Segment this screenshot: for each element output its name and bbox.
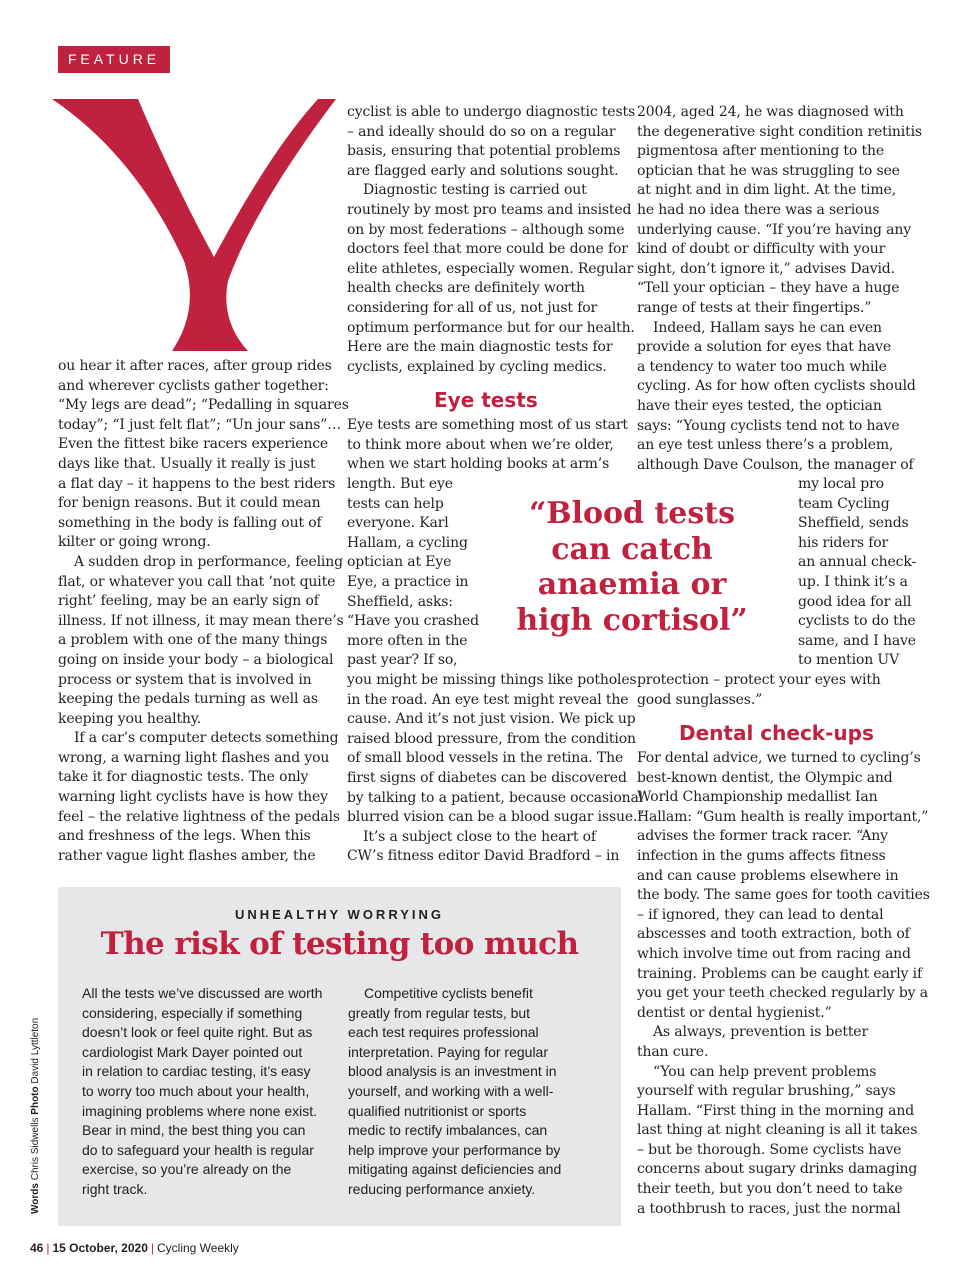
text-line: blurred vision can be a blood sugar issue.” — [347, 809, 645, 826]
text-line: For dental advice, we turned to cycling’s — [637, 750, 921, 766]
box-left-column — [82, 984, 322, 1200]
drop-cap-y — [52, 95, 336, 353]
text-line: to mention UV — [798, 652, 900, 669]
text-line: All the tests we’ve discussed are worth — [82, 985, 323, 1001]
text-line: ou hear it after races, after group rides — [58, 358, 332, 374]
text-line: says: “Young cyclists tend not to have — [637, 417, 900, 434]
text-line: greatly from regular tests, but — [348, 1004, 531, 1021]
text-line: up. I think it’s a — [798, 573, 908, 590]
text-line: Hallam. “First thing in the morning and — [637, 1102, 915, 1119]
footer-separator: | — [150, 1241, 154, 1255]
dental-text — [637, 749, 930, 1219]
text-line: you get your teeth checked regularly by a — [637, 985, 928, 1002]
text-line: raised blood pressure, from the condition — [347, 730, 636, 747]
text-line: considering, especially if something — [82, 1004, 303, 1021]
text-line: “Tell your optician – they have a huge — [637, 280, 900, 297]
text-line: training. Problems can be caught early if — [637, 965, 922, 982]
text-line: than cure. — [637, 1043, 709, 1060]
text-line: cardiologist Mark Dayer pointed out — [82, 1043, 303, 1060]
text-line: help improve your performance by — [348, 1141, 561, 1158]
text-line: warning light cyclists have is how they — [58, 789, 328, 806]
text-line: right’ feeling, may be an early sign of — [58, 593, 319, 610]
text-line: doesn’t look or feel quite right. But as — [82, 1024, 313, 1041]
text-line: 2004, aged 24, he was diagnosed with — [637, 104, 904, 120]
text-line: exercise, so you’re already on the — [82, 1161, 292, 1178]
sidebar-box — [58, 887, 621, 1226]
box-kicker: UNHEALTHY WORRYING — [234, 907, 445, 922]
text-line: Even the fittest bike racers experience — [58, 436, 329, 453]
text-line: everyone. Karl — [347, 515, 449, 532]
text-line: sight, don’t ignore it,” advises David. — [637, 260, 895, 277]
column-1-text — [58, 357, 349, 866]
text-line: a flat day – it happens to the best riders — [58, 475, 336, 492]
text-line: elite athletes, especially women. Regular — [347, 260, 634, 277]
text-line: optician at Eye — [347, 554, 452, 571]
text-line: doctors feel that more could be done for — [347, 241, 628, 258]
dental-heading: Dental check-ups — [679, 721, 874, 745]
text-line: although Dave Coulson, the manager of — [637, 456, 914, 473]
text-line: As always, prevention is better — [653, 1024, 868, 1041]
text-line: and wherever cyclists gather together: — [58, 377, 329, 394]
text-line: their teeth, but you don’t need to take — [637, 1181, 903, 1198]
text-line: last thing at night cleaning is all it takes — [637, 1122, 918, 1139]
pull-quote-line: anaemia or — [537, 567, 727, 602]
text-line: “My legs are dead”; “Pedalling in squares — [58, 397, 349, 414]
credit-words-name: Chris Sidwells — [30, 1117, 41, 1181]
text-line: reducing performance anxiety. — [348, 1180, 536, 1197]
column-3-narrow-text — [798, 475, 916, 671]
column-3-sunglasses-text — [637, 671, 881, 710]
text-line: keeping you healthy. — [58, 710, 201, 727]
text-line: keeping the pedals turning as well as — [58, 691, 318, 708]
magazine-name: Cycling Weekly — [157, 1241, 239, 1255]
text-line: each test requires professional — [348, 1024, 539, 1041]
pull-quote-line: “Blood tests — [528, 496, 736, 531]
photo-credit — [30, 1018, 41, 1214]
text-line: qualified nutritionist or sports — [348, 1102, 527, 1119]
text-line: you might be missing things like potholes — [347, 672, 637, 688]
text-line: tests can help — [347, 495, 444, 512]
issue-date: 15 October, 2020 — [52, 1241, 148, 1255]
text-line: in relation to cardiac testing, it’s easy — [82, 1063, 311, 1080]
text-line: Diagnostic testing is carried out — [363, 182, 587, 199]
text-line: good sunglasses.” — [637, 691, 763, 708]
text-line: have their eyes tested, the optician — [637, 397, 882, 414]
text-line: which involve time out from racing and — [637, 945, 911, 962]
text-line: a problem with one of the many things — [58, 632, 328, 649]
text-line: “You can help prevent problems — [653, 1063, 877, 1080]
credit-photo-name: David Lyttleton — [30, 1017, 41, 1084]
text-line: the body. The same goes for tooth cavities — [637, 887, 930, 904]
pull-quote — [514, 496, 750, 638]
text-line: mitigating against deficiencies and — [348, 1161, 562, 1178]
text-line: right track. — [82, 1180, 148, 1197]
eye-tests-text — [347, 416, 628, 475]
text-line: cyclists, explained by cycling medics. — [347, 358, 607, 375]
text-line: good idea for all — [798, 593, 912, 610]
text-line: best-known dentist, the Olympic and — [637, 769, 893, 786]
text-line: illness. If not illness, it may mean there’s — [58, 612, 344, 629]
text-line: abscesses and tooth extraction, both of — [637, 926, 910, 943]
text-line: range of tests at their fingertips.” — [637, 299, 872, 316]
text-line: at night and in dim light. At the time, — [637, 182, 896, 199]
text-line: If a car’s computer detects something — [74, 730, 339, 747]
eye-tests-continued-text — [347, 671, 644, 867]
text-line: yourself with regular brushing,” says — [637, 1083, 896, 1100]
text-line: same, and I have — [798, 632, 916, 649]
text-line: provide a solution for eyes that have — [637, 339, 892, 356]
text-line: to worry too much about your health, — [82, 1082, 310, 1099]
text-line: my local pro — [798, 476, 884, 492]
text-line: interpretation. Paying for regular — [348, 1043, 548, 1060]
text-line: and freshness of the legs. When this — [58, 828, 311, 845]
text-line: optician that he was struggling to see — [637, 162, 900, 179]
text-line: cycling. As for how often cyclists should — [637, 378, 916, 395]
text-line: cyclist is able to undergo diagnostic tests — [347, 104, 635, 120]
text-line: take it for diagnostic tests. The only — [58, 769, 309, 786]
text-line: his riders for — [798, 534, 889, 551]
text-line: flat, or whatever you call that ‘not quite — [58, 573, 336, 590]
text-line: pigmentosa after mentioning to the — [637, 143, 884, 160]
pull-quote-line: high cortisol” — [516, 602, 748, 638]
text-line: imagining problems where none exist. — [82, 1102, 318, 1119]
text-line: on by most federations – although some — [347, 221, 625, 238]
text-line: the degenerative sight condition retinitis — [637, 123, 922, 140]
text-line: optimum performance but for our health. — [347, 319, 635, 336]
text-line: Sheffield, asks: — [347, 593, 453, 610]
text-line: length. But eye — [347, 476, 453, 492]
text-line: something in the body is falling out of — [58, 514, 322, 531]
text-line: It’s a subject close to the heart of — [363, 828, 596, 845]
text-line: – but be thorough. Some cyclists have — [637, 1141, 902, 1158]
eye-tests-narrow-text — [347, 475, 479, 671]
text-line: going on inside your body – a biological — [58, 651, 334, 668]
text-line: team Cycling — [798, 495, 890, 512]
text-line: and can cause problems elsewhere in — [637, 867, 899, 884]
text-line: past year? If so, — [347, 652, 458, 669]
text-line: dentist or dental hygienist.” — [637, 1004, 832, 1021]
pull-quote-line: can catch — [551, 531, 713, 567]
column-3-text — [637, 103, 922, 475]
text-line: are flagged early and solutions sought. — [347, 162, 619, 179]
text-line: more often in the — [347, 632, 468, 649]
text-line: yourself, and working with a well- — [348, 1082, 554, 1099]
text-line: considering for all of us, not just for — [347, 299, 598, 316]
text-line: Hallam: “Gum health is really important,” — [637, 808, 929, 825]
eye-tests-heading: Eye tests — [434, 388, 538, 412]
text-line: “Have you crashed — [347, 613, 479, 630]
page-number: 46 — [30, 1241, 44, 1255]
text-line: Sheffield, sends — [798, 515, 909, 532]
text-line: an eye test unless there’s a problem, — [637, 437, 894, 454]
text-line: – and ideally should do so on a regular — [347, 123, 616, 140]
text-line: cause. And it’s not just vision. We pick up — [347, 711, 636, 728]
text-line: a tendency to water too much while — [637, 358, 887, 375]
text-line: Competitive cyclists benefit — [364, 985, 533, 1001]
text-line: World Championship medallist Ian — [637, 789, 878, 806]
text-line: advises the former track racer. “Any — [637, 828, 888, 845]
text-line: protection – protect your eyes with — [637, 672, 881, 688]
text-line: rather vague light flashes amber, the — [58, 847, 316, 864]
box-right-column — [348, 984, 561, 1200]
box-title: The risk of testing too much — [100, 926, 579, 962]
text-line: Indeed, Hallam says he can even — [653, 319, 882, 336]
text-line: first signs of diabetes can be discovered — [347, 769, 627, 786]
text-line: an annual check- — [798, 554, 917, 571]
footer-separator: | — [46, 1241, 50, 1255]
text-line: cyclists to do the — [798, 613, 916, 630]
text-line: blood analysis is an investment in — [348, 1063, 557, 1080]
text-line: by talking to a patient, because occasional — [347, 789, 644, 806]
section-tag: FEATURE — [58, 46, 170, 73]
text-line: health checks are definitely worth — [347, 280, 585, 297]
text-line: basis, ensuring that potential problems — [347, 143, 621, 160]
text-line: wrong, a warning light flashes and you — [58, 749, 330, 766]
text-line: CW’s fitness editor David Bradford – in — [347, 848, 620, 865]
credit-photo-label: Photo — [30, 1086, 41, 1115]
text-line: a toothbrush to races, just the normal — [637, 1200, 901, 1217]
text-line: routinely by most pro teams and insisted — [347, 201, 632, 218]
text-line: – if ignored, they can lead to dental — [637, 906, 884, 923]
text-line: when we start holding books at arm’s — [347, 456, 610, 473]
text-line: of small blood vessels in the retina. The — [347, 750, 624, 767]
text-line: A sudden drop in performance, feeling — [74, 553, 343, 570]
text-line: Bear in mind, the best thing you can — [82, 1122, 306, 1139]
text-line: today”; “I just felt flat”; “Un jour sans”… — [58, 416, 342, 433]
text-line: infection in the gums affects fitness — [637, 847, 886, 864]
text-line: he had no idea there was a serious — [637, 201, 880, 218]
text-line: feel – the relative lightness of the pedals — [58, 808, 340, 825]
text-line: medic to rectify imbalances, can — [348, 1122, 548, 1139]
text-line: for benign reasons. But it could mean — [58, 495, 321, 512]
text-line: in the road. An eye test might reveal the — [347, 691, 629, 708]
text-line: kilter or going wrong. — [58, 534, 211, 551]
column-2-intro-text — [347, 103, 635, 377]
page-footer — [30, 1241, 239, 1255]
text-line: to think more about when we’re older, — [347, 436, 614, 453]
credit-words-label: Words — [30, 1183, 41, 1214]
text-line: Eye, a practice in — [347, 573, 469, 590]
text-line: Hallam, a cycling — [347, 534, 468, 551]
text-line: Here are the main diagnostic tests for — [347, 339, 613, 356]
text-line: do to safeguard your health is regular — [82, 1141, 314, 1158]
text-line: underlying cause. “If you’re having any — [637, 221, 911, 238]
text-line: kind of doubt or difficulty with your — [637, 241, 886, 258]
text-line: Eye tests are something most of us start — [347, 417, 628, 433]
text-line: concerns about sugary drinks damaging — [637, 1161, 918, 1178]
text-line: days like that. Usually it really is just — [58, 455, 316, 472]
text-line: process or system that is involved in — [58, 671, 312, 688]
